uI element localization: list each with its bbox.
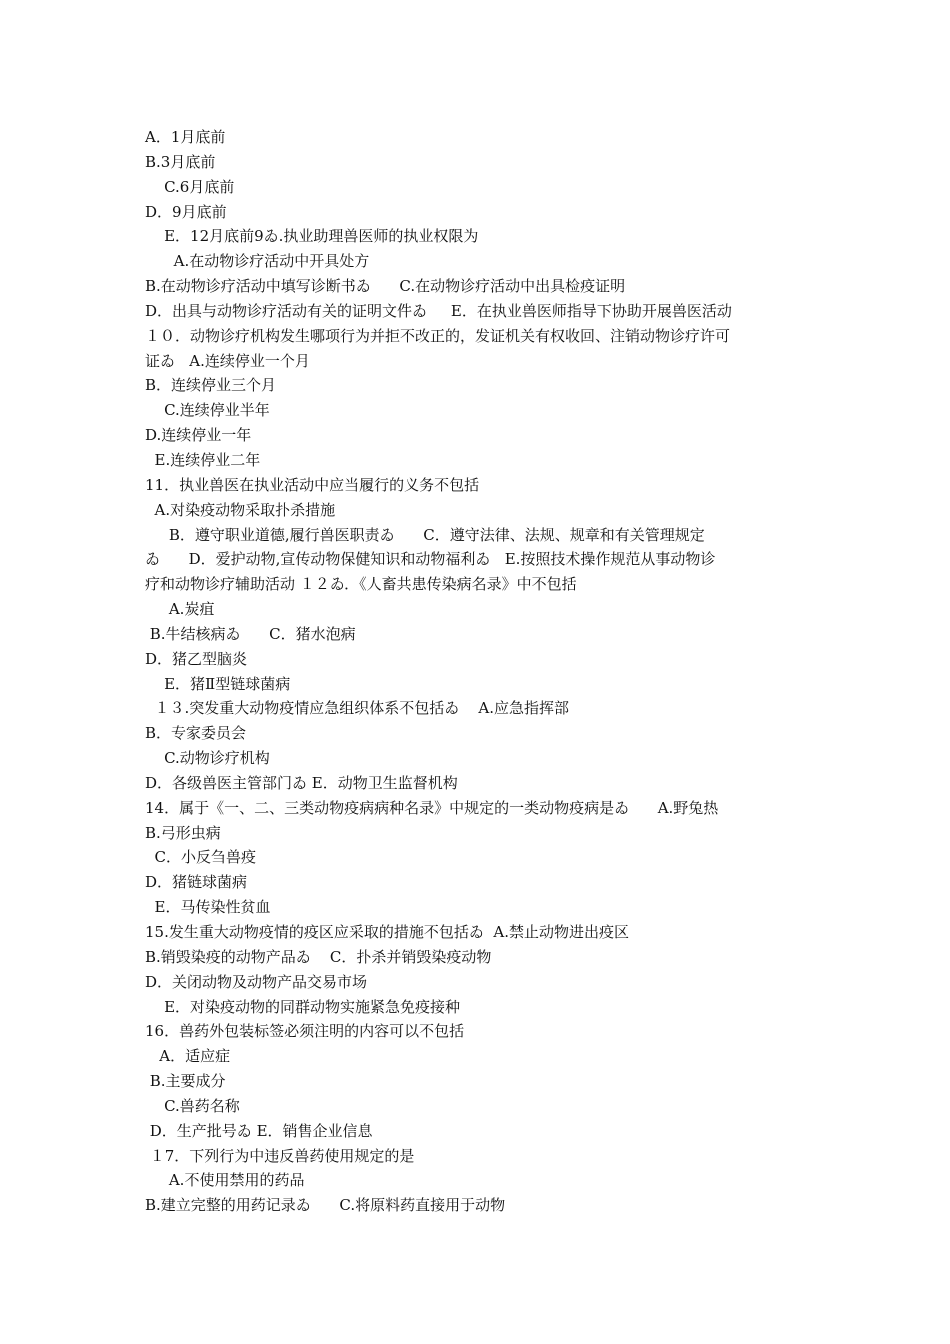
text-line: 15.发生重大动物疫情的疫区应采取的措施不包括ゐ A.禁止动物进出疫区 [145, 923, 629, 941]
text-line: 证ゐ A.连续停业一个月 [145, 351, 310, 370]
text-line: A．1月底前 [145, 128, 226, 146]
text-line: 11．执业兽医在执业活动中应当履行的义务不包括 [145, 475, 480, 494]
text-line: 16．兽药外包装标签必须注明的内容可以不包括 [145, 1022, 465, 1041]
text-line: D．猪乙型脑炎 [145, 649, 248, 668]
text-line: E．对染疫动物的同群动物实施紧急免疫接种 [145, 997, 461, 1016]
text-line: B.3月底前 [145, 152, 216, 171]
text-line: C.动物诊疗机构 [145, 749, 270, 768]
text-line: B．遵守职业道德,履行兽医职责ゐ C．遵守法律、法规、规章和有关管理规定 [145, 525, 705, 544]
text-line: B.在动物诊疗活动中填写诊断书ゐ C.在动物诊疗活动中出具检疫证明 [145, 277, 626, 296]
text-line: E．12月底前9ゐ.执业助理兽医师的执业权限为 [145, 227, 479, 246]
text-line: B．专家委员会 [145, 724, 247, 743]
text-line: D．猪链球菌病 [145, 873, 248, 892]
text-line: 疗和动物诊疗辅助活动 １２ゐ．《人畜共患传染病名录》中不包括 [145, 575, 577, 594]
text-line: 14．属于《一、二、三类动物疫病病种名录》中规定的一类动物疫病是ゐ A.野兔热 [145, 798, 719, 817]
text-line: B.弓形虫病 [145, 823, 221, 842]
text-line: D．生产批号ゐ E．销售企业信息 [145, 1121, 373, 1140]
text-line: B.销毁染疫的动物产品ゐ C．扑杀并销毁染疫动物 [145, 947, 492, 966]
text-line: C．小反刍兽疫 [145, 848, 257, 867]
text-line: E.连续停业二年 [145, 450, 261, 469]
text-line: E．马传染性贫血 [145, 898, 271, 917]
text-line: B．连续停业三个月 [145, 376, 277, 395]
text-line: A.对染疫动物采取扑杀措施 [145, 500, 336, 519]
text-line: １３.突发重大动物疫情应急组织体系不包括ゐ A.应急指挥部 [145, 699, 569, 718]
text-line: C.兽药名称 [145, 1096, 240, 1115]
text-line: D．各级兽医主管部门ゐ E．动物卫生监督机构 [145, 773, 458, 792]
text-line: D．关闭动物及动物产品交易市场 [145, 972, 368, 991]
text-line: C.6月底前 [145, 177, 235, 196]
text-line: A．适应症 [145, 1047, 231, 1066]
text-line: E．猪Ⅱ型链球菌病 [145, 674, 291, 693]
text-line: ゐ D．爱护动物,宣传动物保健知识和动物福利ゐ E.按照技术操作规范从事动物诊 [145, 550, 716, 569]
text-line: A.炭疽 [145, 600, 215, 619]
text-line: D．9月底前 [145, 202, 227, 221]
text-line: B.建立完整的用药记录ゐ C.将原料药直接用于动物 [145, 1196, 506, 1215]
text-line: B.牛结核病ゐ C．猪水泡病 [145, 624, 356, 643]
text-line: A.在动物诊疗活动中开具处方 [145, 252, 370, 271]
text-line: B.主要成分 [145, 1072, 226, 1091]
text-line: C.连续停业半年 [145, 401, 270, 420]
text-line: D．出具与动物诊疗活动有关的证明文件ゐ E．在执业兽医师指导下协助开展兽医活动 [145, 301, 732, 320]
text-line: １０．动物诊疗机构发生哪项行为并拒不改正的，发证机关有权收回、注销动物诊疗许可 [145, 326, 731, 345]
text-line: １7．下列行为中违反兽药使用规定的是 [145, 1146, 415, 1165]
text-line: A.不使用禁用的药品 [145, 1171, 305, 1190]
document-text [145, 125, 810, 1218]
text-line: D.连续停业一年 [145, 426, 252, 445]
